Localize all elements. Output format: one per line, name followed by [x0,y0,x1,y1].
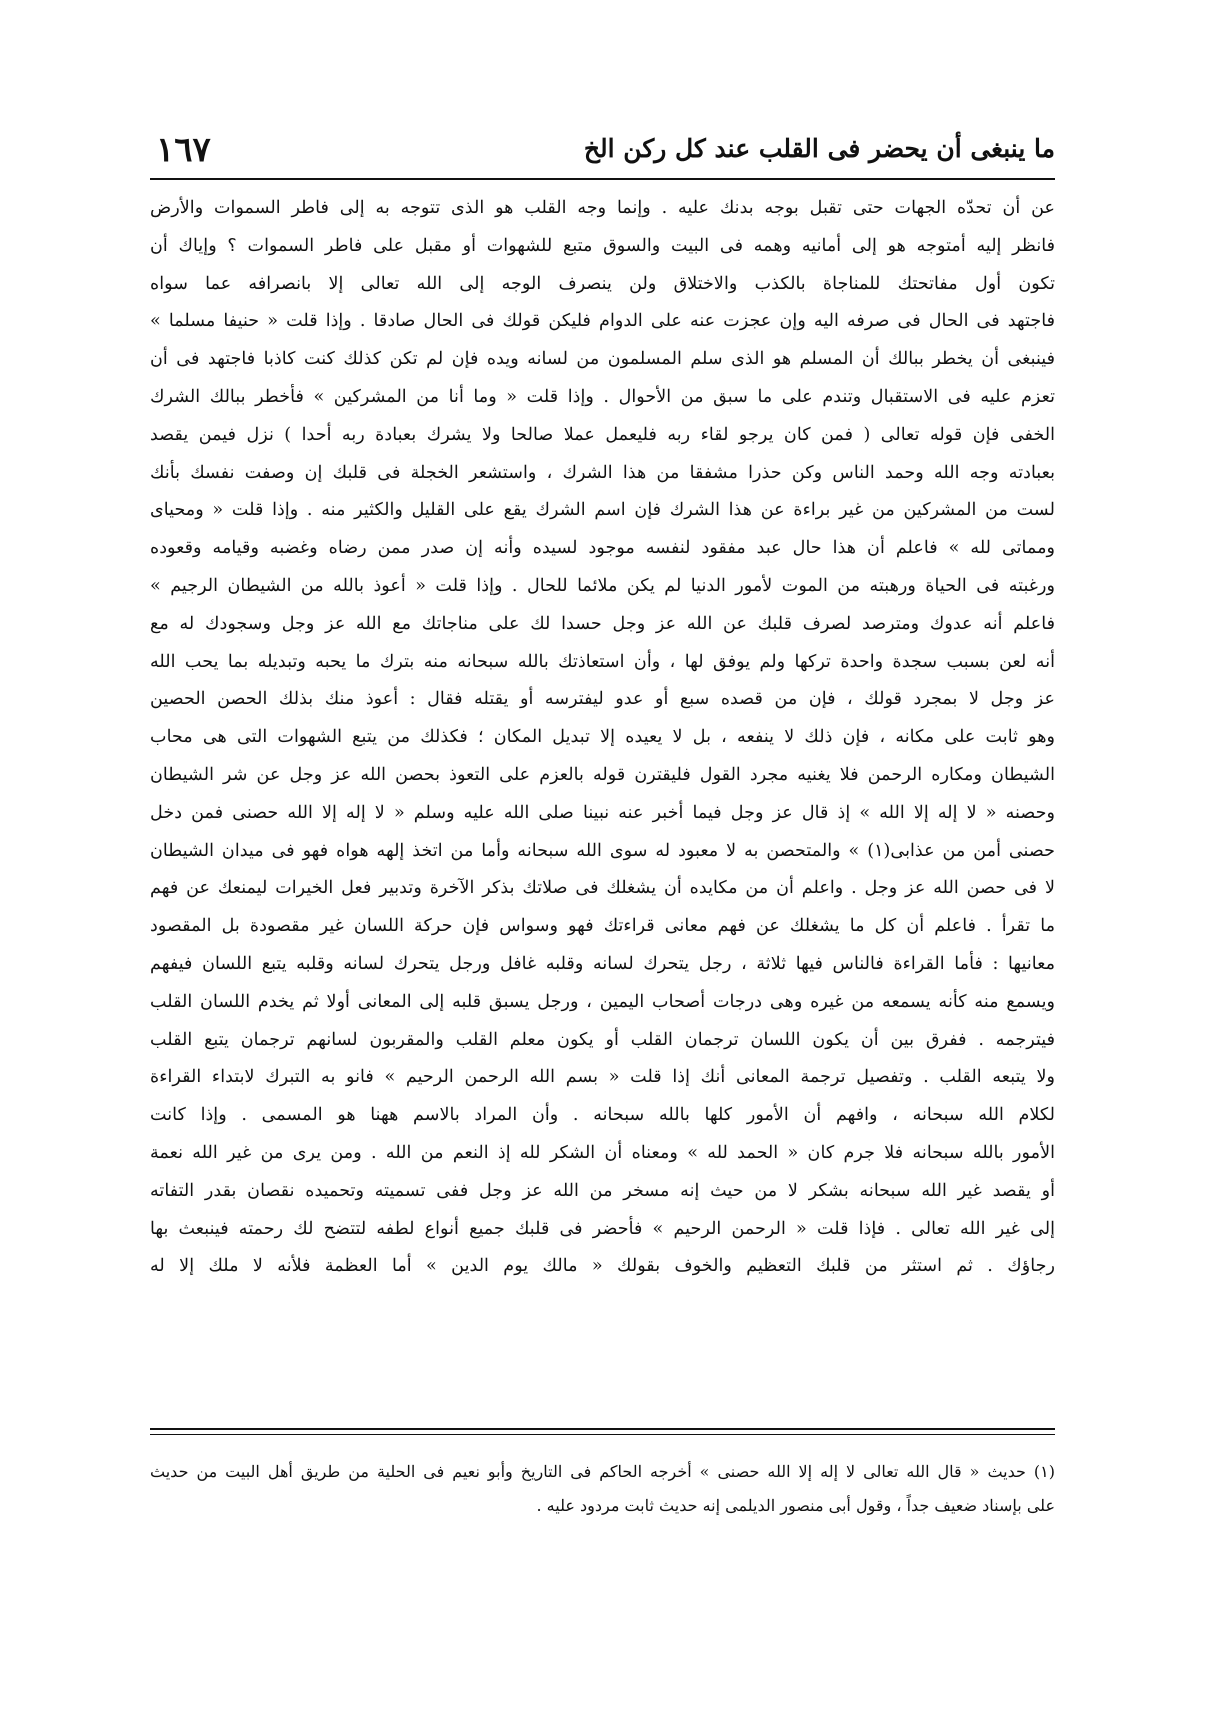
footnote-line: (١) حديث « قال الله تعالى لا إله إلا الله حصنى » أخرجه الحاكم فى التاريخ وأبو نعيم فى الحلية من طريق أهل البيت من حديث [150,1462,1055,1481]
text-line: فاجتهد فى الحال فى صرفه اليه وإن عجزت عنه على الدوام فليكن قولك فى الحال صادقا . وإذا قلت « حنيفا مسلما » [150,311,1055,332]
text-line: لا فى حصن الله عز وجل . واعلم أن من مكايده أن يشغلك فى صلاتك بذكر الآخرة وتدبير فعل الخيرات ليمنعك عن فهم [150,878,1055,899]
text-line: وحصنه « لا إله إلا الله » إذ قال عز وجل فيما أخبر عنه نبينا صلى الله عليه وسلم « لا إله إلا الله حصنى فمن دخل [150,802,1055,823]
text-line: حصنى أمن من عذابى(١) » والمتحصن به لا معبود له سوى الله سبحانه وأما من اتخذ إلهه هواه فهو فى ميدان الشيطان [150,840,1055,861]
text-line: أنه لعن بسبب سجدة واحدة تركها ولم يوفق لها ، وأن استعاذتك بالله سبحانه منه بترك ما يحبه وتبديله بما يحب الله [150,651,1055,672]
text-line: أو يقصد غير الله سبحانه بشكر لا من حيث إنه مسخر من الله عز وجل ففى تسميته وتحميده نقصان بقدر التفاته [150,1180,1055,1201]
header-rule [150,178,1055,180]
text-line: ولا يتبعه القلب . وتفصيل ترجمة المعانى أنك إذا قلت « بسم الله الرحمن الرحيم » فانو به التبرك لابتداء القراءة [150,1067,1055,1088]
text-line: لست من المشركين من غير براءة عن هذا الشرك فإن اسم الشرك يقع على القليل والكثير منه . وإذا قلت « ومحياى [150,500,1055,521]
text-line: الشيطان ومكاره الرحمن فلا يغنيه مجرد القول فليقترن قوله بالعزم على التعوذ بحصن الله عز وجل عن شر الشيطان [150,764,1055,785]
text-line: إلى غير الله تعالى . فإذا قلت « الرحمن الرحيم » فأحضر فى قلبك جميع أنواع لطفه لتتضح لك رحمته فينبعث بها [150,1218,1055,1239]
footnote-separator [150,1428,1055,1435]
page-number: ١٦٧ [156,130,211,170]
text-line: فيترجمه . ففرق بين أن يكون اللسان ترجمان القلب أو يكون معلم القلب والمقربون لسانهم ترجمان يتبع القلب [150,1029,1055,1050]
text-line: معانيها : فأما القراءة فالناس فيها ثلاثة ، رجل يتحرك لسانه وقلبه غافل ورجل يتحرك لسانه وقلبه يتبع اللسان فيفهم [150,953,1055,974]
text-line: لكلام الله سبحانه ، وافهم أن الأمور كلها بالله سبحانه . وأن المراد بالاسم ههنا هو المسمى . وإذا كانت [150,1105,1055,1126]
text-line: الأمور بالله سبحانه فلا جرم كان « الحمد لله » ومعناه أن الشكر لله إذ النعم من الله . ومن يرى من غير الله نعمة [150,1142,1055,1163]
text-line: فاعلم أنه عدوك ومترصد لصرف قلبك عن الله عز وجل حسدا لك على مناجاتك مع الله عز وجل وسجودك له مع [150,613,1055,634]
body-text [150,190,1055,1286]
text-line: رجاؤك . ثم استثر من قلبك التعظيم والخوف بقولك « مالك يوم الدين » أما العظمة فلأنه لا ملك إلا له [150,1256,1055,1277]
text-line: ومماتى لله » فاعلم أن هذا حال عبد مفقود لنفسه موجود لسيده وأنه إن صدر ممن رضاه وغضبه وقيامه وقعوده [150,538,1055,559]
text-line: وهو ثابت على مكانه ، فإن ذلك لا ينفعه ، بل لا يعيده إلا تبديل المكان ؛ فكذلك من يتبع الشهوات التى هى محاب [150,727,1055,748]
running-title: ما ينبغى أن يحضر فى القلب عند كل ركن الخ [583,134,1055,163]
text-line: فانظر إليه أمتوجه هو إلى أمانيه وهمه فى البيت والسوق متبع للشهوات أو مقبل على فاطر السموات ؟ وإياك أن [150,235,1055,256]
footnotes [150,1455,1055,1523]
footnote-line: على بإسناد ضعيف جداً ، وقول أبى منصور الديلمى إنه حديث ثابت مردود عليه . [536,1496,1055,1515]
text-line: تعزم عليه فى الاستقبال وتندم على ما سبق من الأحوال . وإذا قلت « وما أنا من المشركين » فأخطر ببالك الشرك [150,386,1055,407]
text-line: عز وجل لا بمجرد قولك ، فإن من قصده سبع أو عدو ليفترسه أو يقتله فقال : أعوذ منك بذلك الحصن الحصين [150,689,1055,710]
page-header [150,128,1055,178]
text-line: عن أن تحدّه الجهات حتى تقبل بوجه بدنك عليه . وإنما وجه القلب هو الذى تتوجه به إلى فاطر السموات والأرض [150,198,1055,218]
text-line: الخفى فإن قوله تعالى ( فمن كان يرجو لقاء ربه فليعمل عملا صالحا ولا يشرك بعبادة ربه أحدا ) نزل فيمن يقصد [150,424,1055,445]
text-line: ما تقرأ . فاعلم أن كل ما يشغلك عن فهم معانى قراءتك فهو وسواس فإن حركة اللسان غير مقصودة بل المقصود [150,916,1055,937]
text-line: فينبغى أن يخطر ببالك أن المسلم هو الذى سلم المسلمون من لسانه ويده فإن لم تكن كذلك كنت كاذبا فاجتهد فى أن [150,349,1055,370]
text-line: بعبادته وجه الله وحمد الناس وكن حذرا مشفقا من هذا الشرك ، واستشعر الخجلة فى قلبك إن وصفت نفسك بأنك [150,462,1055,483]
text-line: ويسمع منه كأنه يسمعه من غيره وهى درجات أصحاب اليمين ، ورجل يسبق قلبه إلى المعانى أولا ثم يخدم اللسان القلب [150,991,1055,1012]
text-line: تكون أول مفاتحتك للمناجاة بالكذب والاختلاق ولن ينصرف الوجه إلى الله تعالى إلا بانصرافه عما سواه [150,273,1055,294]
text-line: ورغبته فى الحياة ورهبته من الموت لأمور الدنيا لم يكن ملائما للحال . وإذا قلت « أعوذ بالله من الشيطان الرجيم » [150,575,1055,596]
